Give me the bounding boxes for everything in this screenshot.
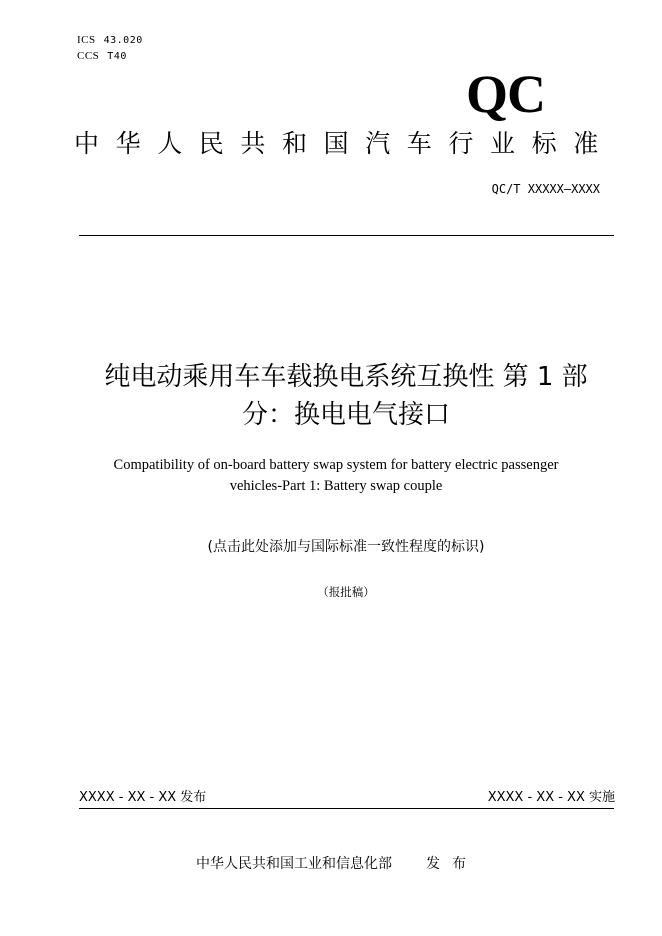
issuing-ministry: 中华人民共和国工业和信息化部	[196, 856, 392, 872]
ics-code: 43.020	[103, 35, 143, 46]
ics-line	[77, 33, 143, 48]
qc-logo: QC	[466, 64, 545, 124]
bottom-divider	[79, 808, 614, 809]
issue-date: XXXX - XX - XX 发布	[79, 790, 207, 805]
chinese-title-line-2: 分：换电电气接口	[241, 400, 450, 430]
publish-label: 发布	[426, 856, 478, 872]
industry-standard-heading: 中华人民共和国汽车行业标准	[74, 129, 615, 158]
english-title	[60, 455, 612, 497]
consistency-note[interactable]: (点击此处添加与国际标准一致性程度的标识)	[207, 539, 485, 555]
chinese-title	[60, 358, 632, 434]
english-title-line-2: vehicles-Part 1: Battery swap couple	[229, 478, 443, 494]
issuer-line	[196, 854, 478, 874]
draft-status: （报批稿）	[317, 585, 375, 599]
english-title-line-1: Compatibility of on-board battery swap system for battery electric passenger	[113, 457, 559, 473]
implementation-date: XXXX - XX - XX 实施	[487, 790, 615, 805]
standard-number: QC/T XXXXX—XXXX	[491, 182, 600, 196]
top-divider	[79, 235, 614, 236]
ics-label: ICS	[77, 34, 96, 46]
chinese-title-line-1: 纯电动乘用车车载换电系统互换性 第 1 部	[104, 362, 588, 392]
ccs-line	[77, 49, 127, 64]
ccs-code: T40	[107, 51, 127, 62]
ccs-label: CCS	[77, 50, 100, 62]
